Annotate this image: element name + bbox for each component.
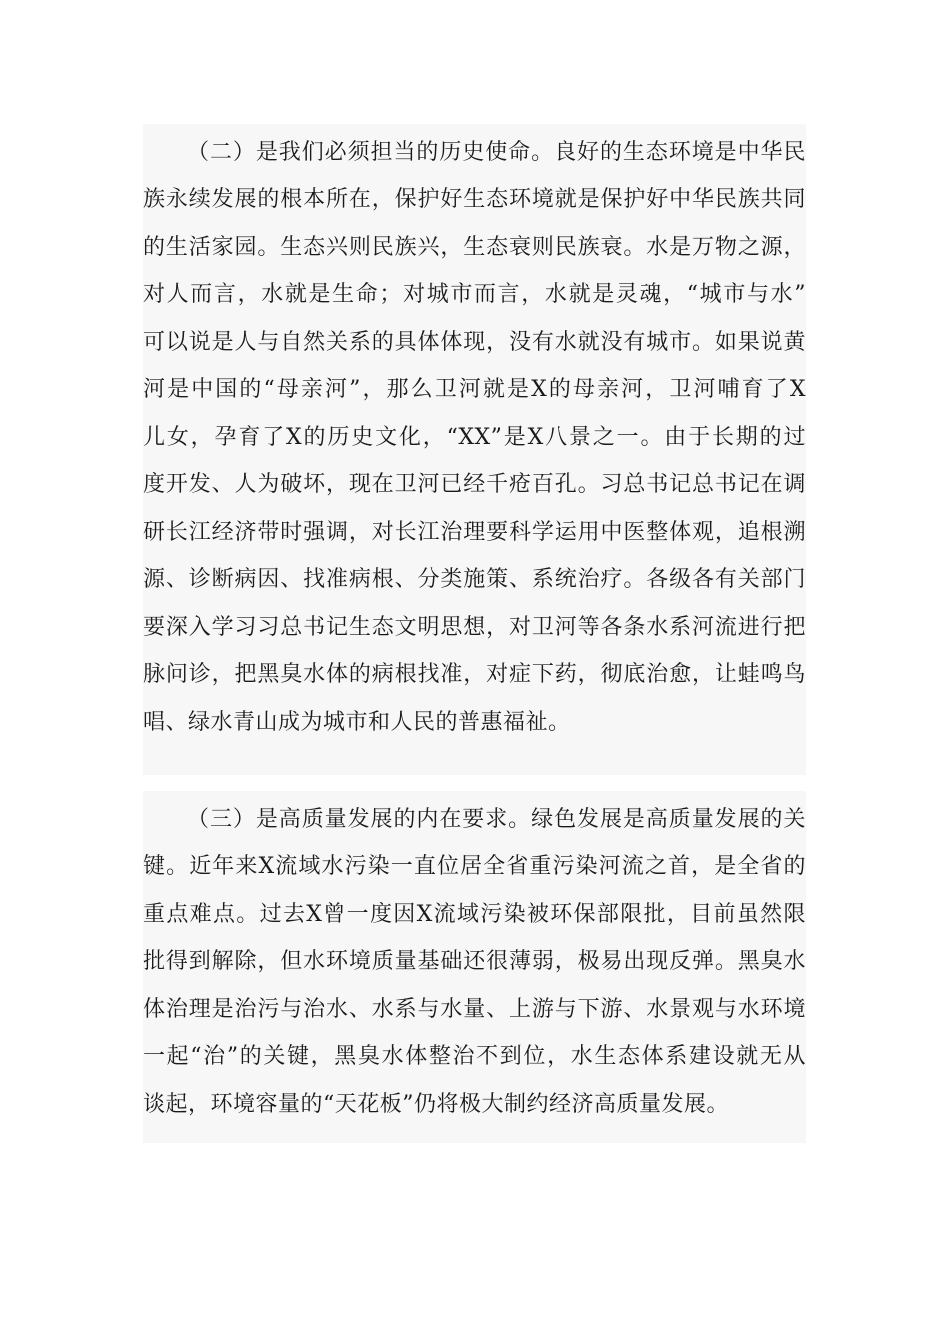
paragraph-line: 脉问诊，把黑臭水体的病根找准，对症下药，彻底治愈，让蛙鸣鸟 <box>143 662 806 687</box>
paragraph-line: （二）是我们必须担当的历史使命。良好的生态环境是中华民 <box>187 140 806 165</box>
paragraph-line: 河是中国的“母亲河”，那么卫河就是X的母亲河，卫河哺育了X <box>143 377 806 402</box>
paragraph-line: 儿女，孕育了X的历史文化，“XX”是X八景之一。由于长期的过 <box>143 425 806 450</box>
paragraph-line: 体治理是治污与治水、水系与水量、上游与下游、水景观与水环境 <box>143 997 806 1022</box>
paragraph-line: 键。近年来X流域水污染一直位居全省重污染河流之首，是全省的 <box>143 854 806 879</box>
paragraph-line: 谈起，环境容量的“天花板”仍将极大制约经济高质量发展。 <box>143 1092 729 1117</box>
paragraph-line: 族永续发展的根本所在，保护好生态环境就是保护好中华民族共同 <box>143 187 806 212</box>
paragraph-line: 度开发、人为破坏，现在卫河已经千疮百孔。习总书记总书记在调 <box>143 472 806 497</box>
paragraph-line: 的生活家园。生态兴则民族兴，生态衰则民族衰。水是万物之源， <box>143 235 806 260</box>
paragraph-line: 对人而言，水就是生命；对城市而言，水就是灵魂，“城市与水” <box>143 282 806 307</box>
paragraph-quality-development <box>143 791 806 1143</box>
paragraph-historical-mission <box>143 124 806 775</box>
paragraph-line: 要深入学习习总书记生态文明思想，对卫河等各条水系河流进行把 <box>143 615 806 640</box>
paragraph-line: 研长江经济带时强调，对长江治理要科学运用中医整体观，追根溯 <box>143 520 806 545</box>
paragraph-line: 唱、绿水青山成为城市和人民的普惠福祉。 <box>143 710 571 735</box>
paragraph-line: 一起“治”的关键，黑臭水体整治不到位，水生态体系建设就无从 <box>143 1044 806 1069</box>
paragraph-line: 源、诊断病因、找准病根、分类施策、系统治疗。各级各有关部门 <box>143 567 806 592</box>
paragraph-line: 重点难点。过去X曾一度因X流域污染被环保部限批，目前虽然限 <box>143 902 806 927</box>
paragraph-line: （三）是高质量发展的内在要求。绿色发展是高质量发展的关 <box>187 807 806 832</box>
paragraph-line: 批得到解除，但水环境质量基础还很薄弱，极易出现反弹。黑臭水 <box>143 949 806 974</box>
paragraph-line: 可以说是人与自然关系的具体体现，没有水就没有城市。如果说黄 <box>143 330 806 355</box>
